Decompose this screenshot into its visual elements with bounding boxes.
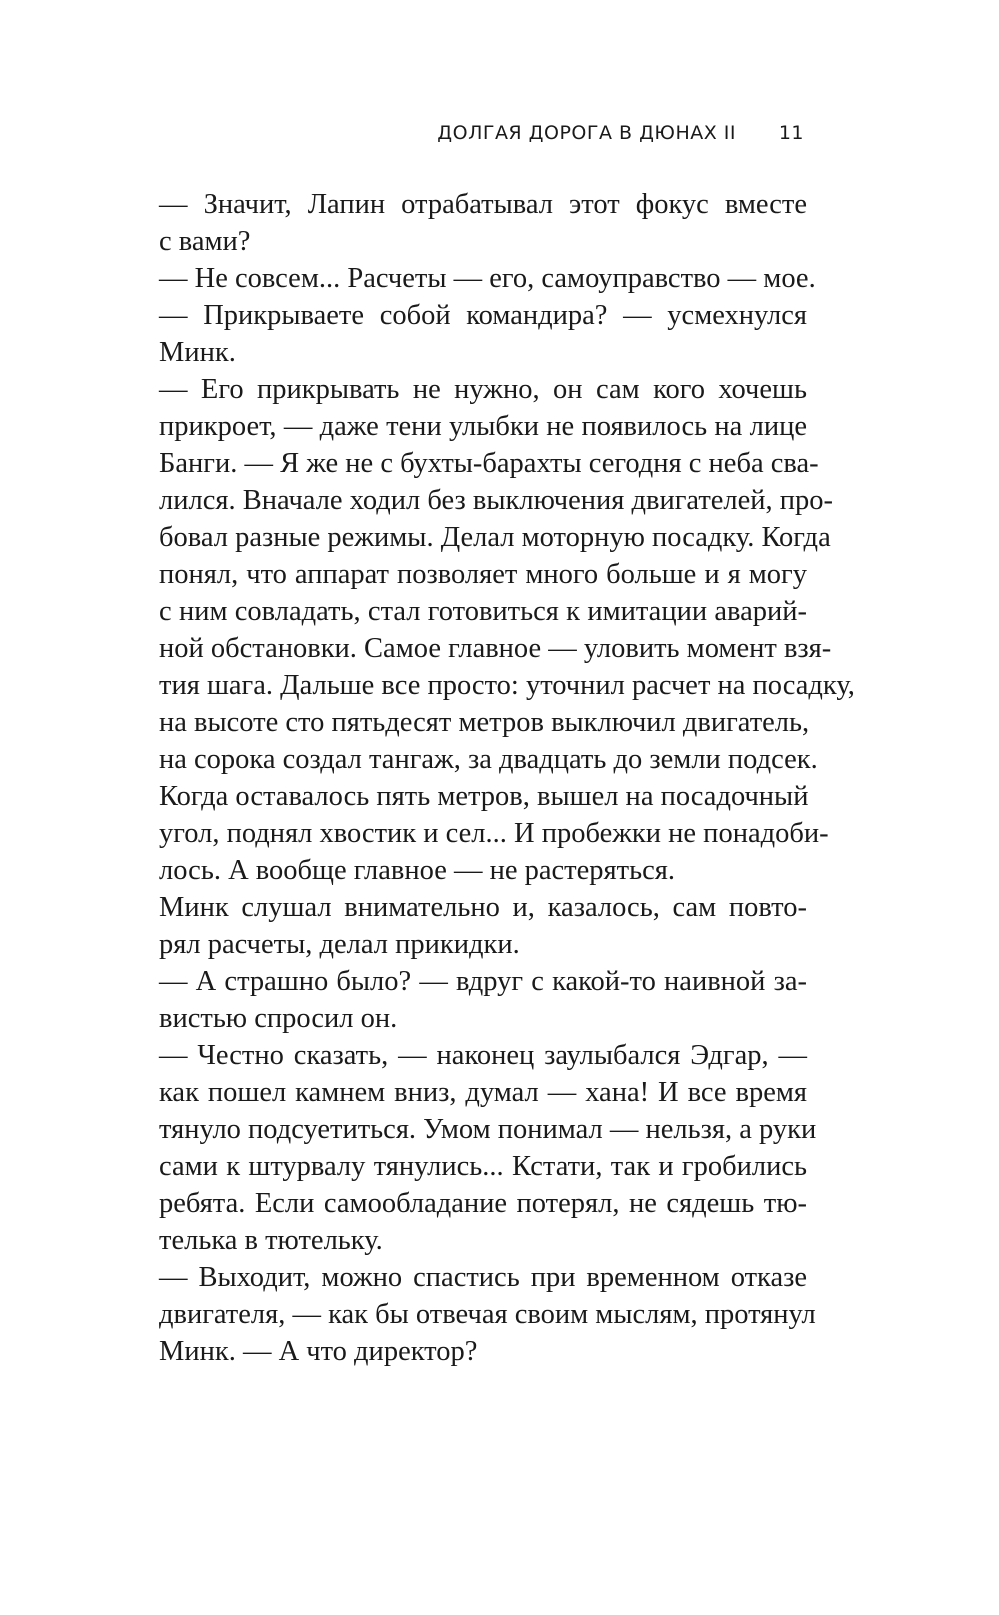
text-line: сами к штурвалу тянулись... Кстати, так и гробились — [159, 1151, 807, 1182]
text-line: — Прикрываете собой командира? — усмехнулся — [159, 300, 807, 331]
text-line: вистью спросил он. — [159, 1003, 398, 1034]
text-line: — Выходит, можно спастись при временном отказе — [159, 1262, 807, 1293]
text-line: с ним совладать, стал готовиться к имитации аварий- — [159, 596, 807, 627]
text-line: — А страшно было? — вдруг с какой-то наивной за- — [159, 966, 807, 997]
text-line: прикроет, — даже тени улыбки не появилось на лице — [159, 411, 807, 442]
paragraph — [121, 186, 807, 260]
page-number: 11 — [778, 122, 804, 144]
running-title: ДОЛГАЯ ДОРОГА В ДЮНАХ II — [437, 122, 736, 144]
paragraph — [121, 889, 807, 963]
text-line: Минк. — [159, 337, 236, 368]
paragraph — [121, 260, 816, 297]
paragraph — [121, 963, 807, 1037]
text-line: бовал разные режимы. Делал моторную посадку. Когда — [159, 522, 831, 553]
text-line: телька в тютельку. — [159, 1225, 383, 1256]
paragraph — [121, 1259, 816, 1370]
paragraph — [121, 371, 855, 889]
paragraph — [121, 297, 807, 371]
paragraph — [121, 1037, 817, 1259]
text-line: двигателя, — как бы отвечая своим мыслям, протянул — [159, 1299, 816, 1330]
text-line: с вами? — [159, 226, 251, 257]
text-line: лился. Вначале ходил без выключения двигателей, про- — [159, 485, 834, 516]
text-line: лось. А вообще главное — не растеряться. — [159, 855, 675, 886]
text-line: — Его прикрывать не нужно, он сам кого хочешь — [159, 374, 807, 405]
text-line: Минк слушал внимательно и, казалось, сам повто- — [159, 892, 807, 923]
text-line: понял, что аппарат позволяет много больше и я могу — [159, 559, 807, 590]
text-line: рял расчеты, делал прикидки. — [159, 929, 520, 960]
text-line: на сорока создал тангаж, за двадцать до земли подсек. — [159, 744, 818, 775]
running-header — [120, 122, 806, 152]
text-line: тия шага. Дальше все просто: уточнил расчет на посадку, — [159, 670, 855, 701]
text-line: Банги. — Я же не с бухты-барахты сегодня с неба сва- — [159, 448, 819, 479]
text-line: ребята. Если самообладание потерял, не сядешь тю- — [159, 1188, 807, 1219]
text-line: тянуло подсуетиться. Умом понимал — нельзя, а руки — [159, 1114, 817, 1145]
text-line: Когда оставалось пять метров, вышел на посадочный — [159, 781, 809, 812]
text-line: — Не совсем... Расчеты — его, самоуправство — мое. — [159, 263, 816, 294]
text-line: Минк. — А что директор? — [159, 1336, 478, 1367]
text-line: на высоте сто пятьдесят метров выключил двигатель, — [159, 707, 810, 738]
text-line: ной обстановки. Самое главное — уловить момент взя- — [159, 633, 832, 664]
text-line: угол, поднял хвостик и сел... И пробежки не понадоби- — [159, 818, 829, 849]
text-line: — Значит, Лапин отрабатывал этот фокус вместе — [159, 189, 807, 220]
text-line: как пошел камнем вниз, думал — хана! И все время — [159, 1077, 807, 1108]
text-line: — Честно сказать, — наконец заулыбался Эдгар, — — [159, 1040, 807, 1071]
body-text — [121, 186, 855, 1370]
